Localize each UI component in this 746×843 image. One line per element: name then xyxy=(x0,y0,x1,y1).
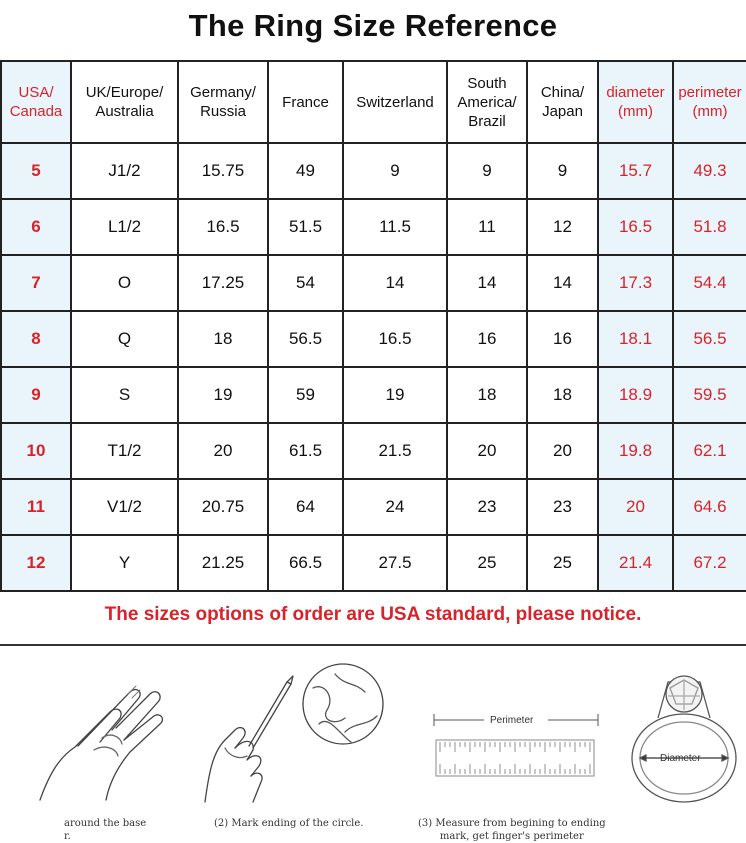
step3-caption-line: mark, get finger's perimeter xyxy=(439,831,584,842)
diameter-label: Diameter xyxy=(660,753,701,764)
table-row xyxy=(1,535,746,591)
page-title: The Ring Size Reference xyxy=(188,8,558,43)
column-header xyxy=(673,61,746,143)
column-header-line: South xyxy=(467,74,507,92)
usa-size-cell: 6 xyxy=(1,199,71,255)
table-cell: 18 xyxy=(178,311,268,367)
table-cell: 12 xyxy=(527,199,598,255)
ruler-ticks xyxy=(440,742,590,774)
table-cell: 20 xyxy=(527,423,598,479)
table-row xyxy=(1,143,746,199)
usa-size-cell: 10 xyxy=(1,423,71,479)
usa-size-cell: 9 xyxy=(1,367,71,423)
table-cell: S xyxy=(71,367,178,423)
usa-size-cell: 12 xyxy=(1,535,71,591)
table-cell: 18 xyxy=(527,367,598,423)
table-cell: 23 xyxy=(447,479,527,535)
table-cell: 11.5 xyxy=(343,199,447,255)
table-cell: 9 xyxy=(527,143,598,199)
column-header-line: Switzerland xyxy=(356,93,434,111)
table-cell: Y xyxy=(71,535,178,591)
column-header-line: (mm) xyxy=(692,103,728,120)
table-body xyxy=(1,143,746,591)
ring-illustration xyxy=(622,652,746,812)
table-cell: 21.25 xyxy=(178,535,268,591)
table-row xyxy=(1,423,746,479)
table-cell: 16.5 xyxy=(343,311,447,367)
table-cell: 9 xyxy=(343,143,447,199)
table-cell: V1/2 xyxy=(71,479,178,535)
step3-caption xyxy=(418,817,606,843)
column-header-line: France xyxy=(282,93,329,111)
step3-caption-line: (3) Measure from begining to ending xyxy=(418,818,606,829)
column-header xyxy=(71,61,178,143)
column-header-line: UK/Europe/ xyxy=(85,84,164,101)
column-header xyxy=(1,61,71,143)
column-header-line: Canada xyxy=(9,103,63,120)
table-cell: 14 xyxy=(343,255,447,311)
usa-size-cell: 11 xyxy=(1,479,71,535)
table-cell: 17.3 xyxy=(598,255,673,311)
table-cell: 59.5 xyxy=(673,367,746,423)
table-cell: 61.5 xyxy=(268,423,343,479)
table-cell: 56.5 xyxy=(673,311,746,367)
column-header-line: (mm) xyxy=(618,103,653,120)
table-cell: L1/2 xyxy=(71,199,178,255)
column-header xyxy=(343,61,447,143)
table-cell: 20 xyxy=(447,423,527,479)
table-row xyxy=(1,255,746,311)
table-cell: 25 xyxy=(527,535,598,591)
table-cell: T1/2 xyxy=(71,423,178,479)
table-cell: 14 xyxy=(527,255,598,311)
table-row xyxy=(1,199,746,255)
table-cell: 18.1 xyxy=(598,311,673,367)
column-header-line: Brazil xyxy=(468,112,506,130)
table-cell: 64 xyxy=(268,479,343,535)
column-header-line: Germany/ xyxy=(190,84,256,101)
table-cell: 16 xyxy=(527,311,598,367)
usa-size-cell: 5 xyxy=(1,143,71,199)
table-row xyxy=(1,311,746,367)
step1-caption-line: r. xyxy=(64,831,71,842)
table-cell: 51.5 xyxy=(268,199,343,255)
usa-size-cell: 8 xyxy=(1,311,71,367)
table-cell: 9 xyxy=(447,143,527,199)
table-cell: 16 xyxy=(447,311,527,367)
table-cell: J1/2 xyxy=(71,143,178,199)
column-header xyxy=(447,61,527,143)
table-cell: 20 xyxy=(178,423,268,479)
table-cell: 67.2 xyxy=(673,535,746,591)
column-header-line: perimeter xyxy=(678,84,742,101)
table-cell: O xyxy=(71,255,178,311)
table-cell: 20.75 xyxy=(178,479,268,535)
table-cell: 24 xyxy=(343,479,447,535)
table-cell: Q xyxy=(71,311,178,367)
usa-standard-notice: The sizes options of order are USA standard, please notice. xyxy=(104,604,642,625)
column-header xyxy=(178,61,268,143)
table-header-row xyxy=(1,61,746,143)
table-cell: 17.25 xyxy=(178,255,268,311)
table-cell: 14 xyxy=(447,255,527,311)
table-cell: 56.5 xyxy=(268,311,343,367)
table-cell: 66.5 xyxy=(268,535,343,591)
table-cell: 11 xyxy=(447,199,527,255)
table-cell: 59 xyxy=(268,367,343,423)
column-header-line: China/ xyxy=(540,84,585,101)
column-header xyxy=(268,61,343,143)
table-cell: 19.8 xyxy=(598,423,673,479)
table-cell: 21.5 xyxy=(343,423,447,479)
step2-caption-line: (2) Mark ending of the circle. xyxy=(214,818,364,829)
table-cell: 18.9 xyxy=(598,367,673,423)
table-row xyxy=(1,479,746,535)
table-cell: 16.5 xyxy=(598,199,673,255)
column-header-line: America/ xyxy=(457,93,517,111)
table-cell: 64.6 xyxy=(673,479,746,535)
step2-caption xyxy=(214,817,363,830)
table-cell: 19 xyxy=(178,367,268,423)
table-cell: 15.7 xyxy=(598,143,673,199)
column-header xyxy=(598,61,673,143)
step1-caption xyxy=(64,817,146,843)
usa-size-cell: 7 xyxy=(1,255,71,311)
table-cell: 16.5 xyxy=(178,199,268,255)
column-header-line: Japan xyxy=(542,103,583,120)
table-cell: 21.4 xyxy=(598,535,673,591)
table-cell: 54.4 xyxy=(673,255,746,311)
column-header-line: diameter xyxy=(606,84,665,101)
table-cell: 54 xyxy=(268,255,343,311)
step1-caption-line: around the base xyxy=(64,818,147,829)
table-cell: 62.1 xyxy=(673,423,746,479)
perimeter-label: Perimeter xyxy=(490,715,534,726)
table-cell: 23 xyxy=(527,479,598,535)
table-cell: 27.5 xyxy=(343,535,447,591)
column-header xyxy=(527,61,598,143)
table-cell: 15.75 xyxy=(178,143,268,199)
column-header-line: USA/ xyxy=(18,84,54,101)
mark-circle-illustration xyxy=(195,652,395,812)
ring-size-table xyxy=(0,60,746,592)
column-header-line: Russia xyxy=(200,103,246,120)
table-cell: 51.8 xyxy=(673,199,746,255)
table-cell: 49.3 xyxy=(673,143,746,199)
hand-wrap-illustration xyxy=(20,652,190,802)
table-cell: 25 xyxy=(447,535,527,591)
column-header-line: Australia xyxy=(95,103,154,120)
table-row xyxy=(1,367,746,423)
table-cell: 18 xyxy=(447,367,527,423)
section-divider xyxy=(0,644,746,646)
table-cell: 19 xyxy=(343,367,447,423)
table-cell: 49 xyxy=(268,143,343,199)
table-cell: 20 xyxy=(598,479,673,535)
